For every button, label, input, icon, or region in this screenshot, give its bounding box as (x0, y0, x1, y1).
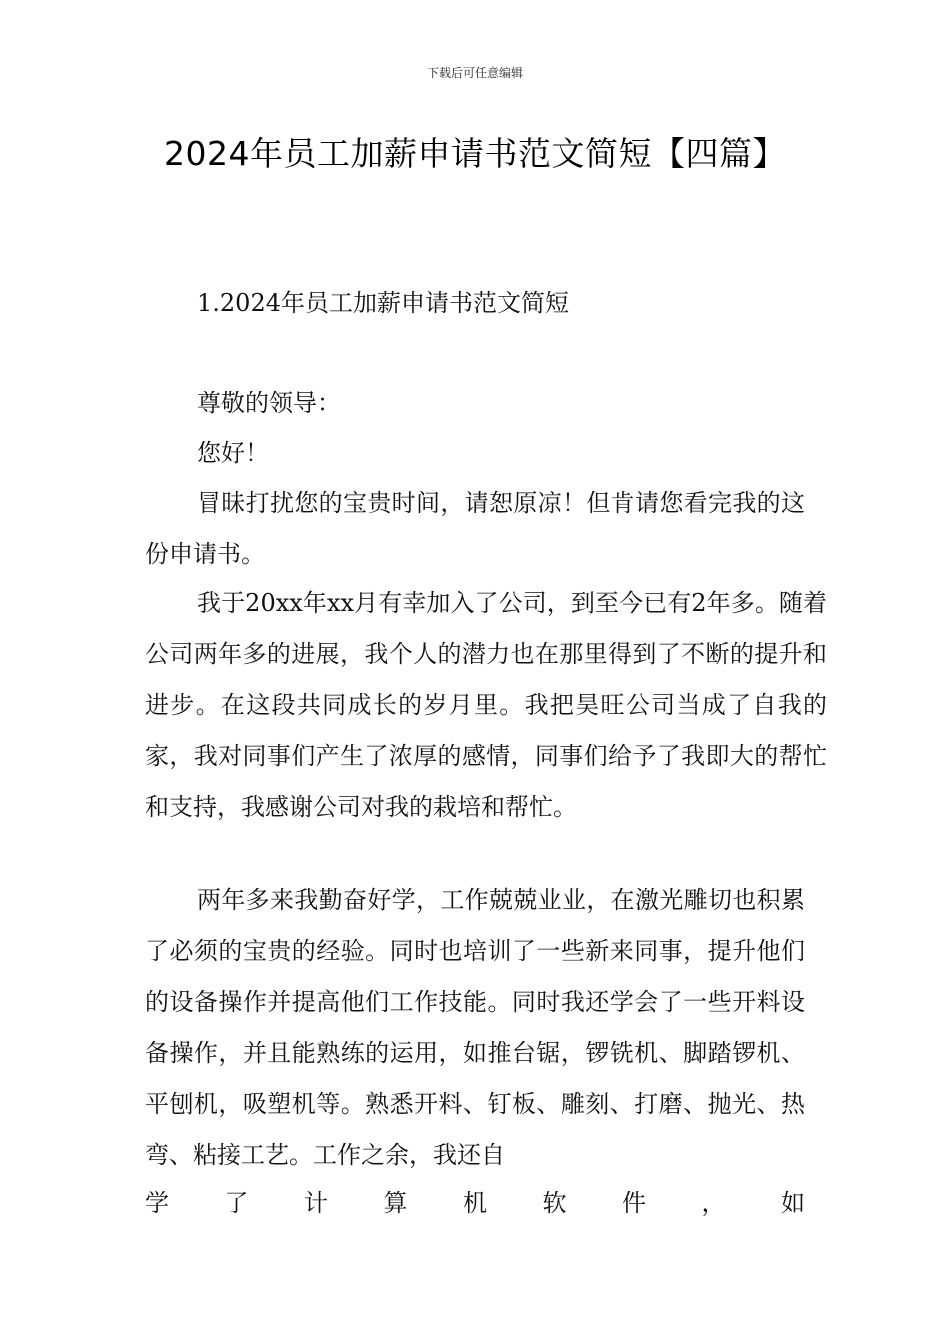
salutation: 尊敬的领导： (197, 389, 341, 417)
last-line-char: 件 (622, 1189, 646, 1217)
document-title: 2024年员工加薪申请书范文简短【四篇】 (164, 134, 786, 173)
last-line-char: 软 (542, 1189, 567, 1217)
last-line-char: 机 (463, 1189, 487, 1217)
last-line-char: 学 (145, 1189, 169, 1217)
header-note: 下载后可任意编辑 (426, 66, 523, 80)
paragraph-1: 冒昧打扰您的宝贵时间，请恕原凉！但肯请您看完我的这份申请书。 (145, 489, 805, 568)
last-line-char: 了 (224, 1189, 249, 1217)
paragraph-3-last-line (145, 1178, 805, 1229)
paragraph-3: 两年多来我勤奋好学，工作兢兢业业，在激光雕切也积累了必须的宝贵的经验。同时也培训了一些新来同事，提升他们的设备操作并提高他们工作技能。同时我还学会了一些开料设备操作，并且能熟练的运用，如推台锯，锣铣机、脚踏锣机、平刨机，吸塑机等。熟悉开料、钉板、雕刻、打磨、抛光、热弯、粘接工艺。工作之余，我还自 (145, 886, 805, 1169)
last-line-char: 如 (781, 1189, 805, 1217)
last-line-char: 计 (304, 1189, 328, 1217)
greeting: 您好！ (197, 439, 269, 467)
last-line-char: 算 (383, 1189, 408, 1217)
section-title: 1.2024年员工加薪申请书范文简短 (197, 289, 569, 317)
paragraph-2: 我于20xx年xx月有幸加入了公司，到至今已有2年多。随着公司两年多的进展，我个人的潜力也在那里得到了不断的提升和进步。在这段共同成长的岁月里。我把昊旺公司当成了自我的家，我对同事们产生了浓厚的感情，同事们给予了我即大的帮忙和支持，我感谢公司对我的栽培和帮忙。 (145, 589, 827, 821)
last-line-char: ， (701, 1189, 726, 1217)
